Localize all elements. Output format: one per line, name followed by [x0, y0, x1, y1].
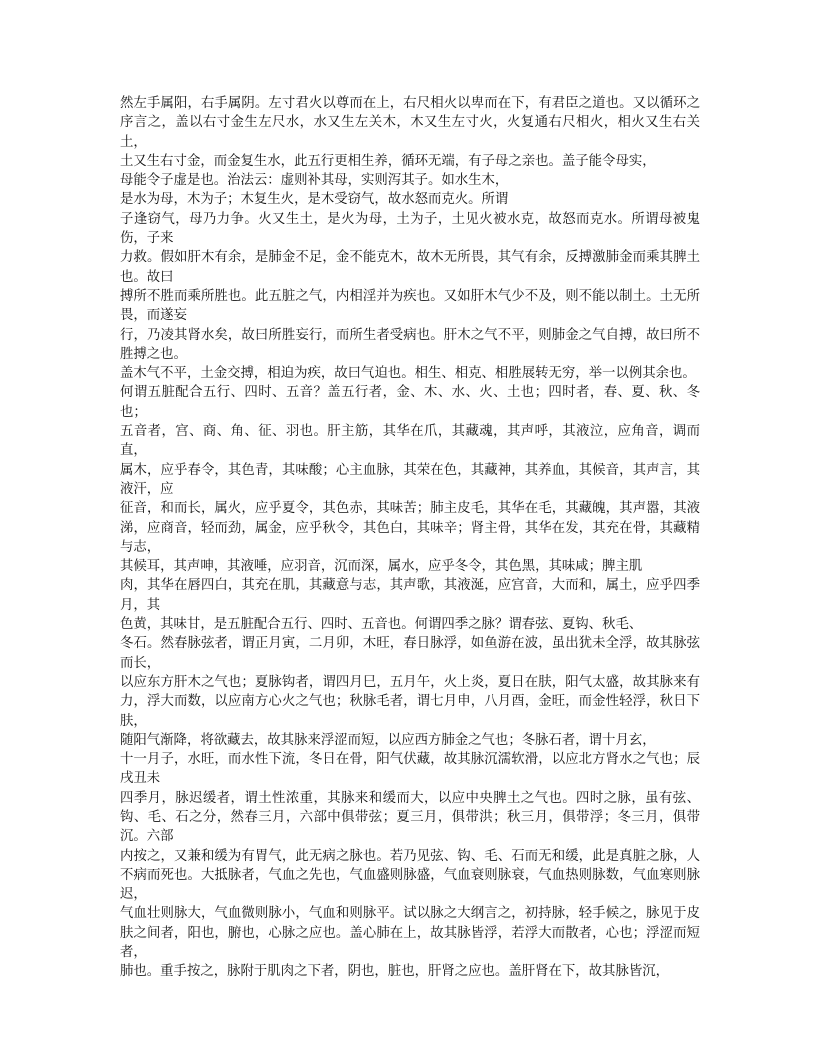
text-paragraph: 行，乃凌其肾水矣，故曰所胜妄行，而所生者受病也。肝木之气不平，则肺金之气自搏，故曰所不胜搏之也。	[120, 327, 700, 362]
text-paragraph: 肺也。重手按之，脉附于肌肉之下者，阴也，脏也，肝肾之应也。盖肝肾在下，故其脉皆沉，	[120, 964, 670, 980]
text-paragraph: 肉，其华在唇四白，其充在肌，其藏意与志，其声歌，其液涎，应宫音，大而和，属土，应乎四季月，其	[120, 578, 700, 613]
text-paragraph: 气血壮则脉大，气血微则脉小，气血和则脉平。试以脉之大纲言之，初持脉，轻手候之，脉见于皮肤之间者，阳也，腑也，心脉之应也。盖心肺在上，故其脉皆浮，若浮大而散者，心也；浮涩而短者，	[120, 906, 700, 961]
text-paragraph: 何谓五脏配合五行、四时、五音？盖五行者，金、木、水、火、土也；四时者，春、夏、秋、冬也；	[120, 385, 700, 420]
text-paragraph: 内按之，又兼和缓为有胃气，此无病之脉也。若乃见弦、钩、毛、石而无和缓，此是真脏之脉，人不病而死也。大抵脉者，气血之先也，气血盛则脉盛，气血衰则脉衰，气血热则脉数，气血寒则脉迟，	[120, 848, 700, 903]
text-paragraph: 然左手属阳，右手属阴。左寸君火以尊而在上，右尺相火以卑而在下，有君臣之道也。又以循环之序言之，盖以右寸金生左尺水，水又生左关木，木又生左寸火，火复通右尺相火，相火又生右关土，	[120, 96, 700, 150]
text-paragraph: 四季月，脉迟缓者，谓土性浓重，其脉来和缓而大，以应中央脾土之气也。四时之脉，虽有弦、钩、毛、石之分，然春三月，六部中俱带弦；夏三月，俱带洪；秋三月，俱带浮；冬三月，俱带沉。六部	[120, 790, 700, 845]
text-paragraph: 十一月子，水旺，而水性下流，冬日在骨，阳气伏藏，故其脉沉濡软滑，以应北方肾水之气也；辰戌丑未	[120, 752, 700, 787]
document-body	[120, 94, 700, 982]
text-paragraph: 母能令子虚是也。治法云：虚则补其母，实则泻其子。如水生木，	[120, 173, 509, 189]
text-paragraph: 是水为母，木为子；木复生火，是木受窃气，故水怒而克火。所谓	[120, 192, 509, 208]
text-paragraph: 盖木气不平，土金交搏，相迫为疾，故曰气迫也。相生、相克、相胜展转无穷，举一以例其余也。	[120, 366, 696, 382]
text-paragraph: 其候耳，其声呻，其液唾，应羽音，沉而深，属水，应乎冬令，其色黑，其味咸；脾主肌	[120, 559, 643, 575]
text-paragraph: 土又生右寸金，而金复生水，此五行更相生养，循环无端，有子母之亲也。盖子能令母实，	[120, 153, 656, 169]
text-paragraph: 征音，和而长，属火，应乎夏令，其色赤，其味苦；肺主皮毛，其华在毛，其藏魄，其声嚣，其液涕，应商音，轻而劲，属金，应乎秋令，其色白，其味辛；肾主骨，其华在发，其充在骨，其藏精与志，	[120, 501, 700, 555]
text-paragraph: 属木，应乎春令，其色青，其味酸；心主血脉，其荣在色，其藏神，其养血，其候音，其声言，其液汗，应	[120, 462, 700, 497]
text-paragraph: 力救。假如肝木有余，是肺金不足，金不能克木，故木无所畏，其气有余，反搏激肺金而乘其脾土也。故曰	[120, 250, 700, 285]
text-paragraph: 以应东方肝木之气也；夏脉钩者，谓四月巳，五月午，火上炎，夏日在肤，阳气太盛，故其脉来有力，浮大而数，以应南方心火之气也；秋脉毛者，谓七月申，八月酉，金旺，而金性轻浮，秋日下肤，	[120, 674, 700, 729]
text-paragraph: 冬石。然春脉弦者，谓正月寅，二月卯，木旺，春日脉浮，如鱼游在波，虽出犹未全浮，故其脉弦而长，	[120, 636, 700, 671]
text-paragraph: 色黄，其味甘，是五脏配合五行、四时、五音也。何谓四季之脉？谓春弦、夏钩、秋毛、	[120, 617, 643, 633]
text-paragraph: 五音者，宫、商、角、征、羽也。肝主筋，其华在爪，其藏魂，其声呼，其液泣，应角音，调而直，	[120, 424, 700, 459]
text-paragraph: 搏所不胜而乘所胜也。此五脏之气，内相淫并为疾也。又如肝木气少不及，则不能以制土。土无所畏，而遂妄	[120, 288, 700, 324]
text-paragraph: 随阳气渐降，将欲藏去，故其脉来浮涩而短，以应西方肺金之气也；冬脉石者，谓十月玄，	[120, 732, 656, 748]
text-paragraph: 子逢窃气，母乃力争。火又生土，是火为母，土为子，土见火被水克，故怒而克水。所谓母被鬼伤，子来	[120, 211, 700, 247]
